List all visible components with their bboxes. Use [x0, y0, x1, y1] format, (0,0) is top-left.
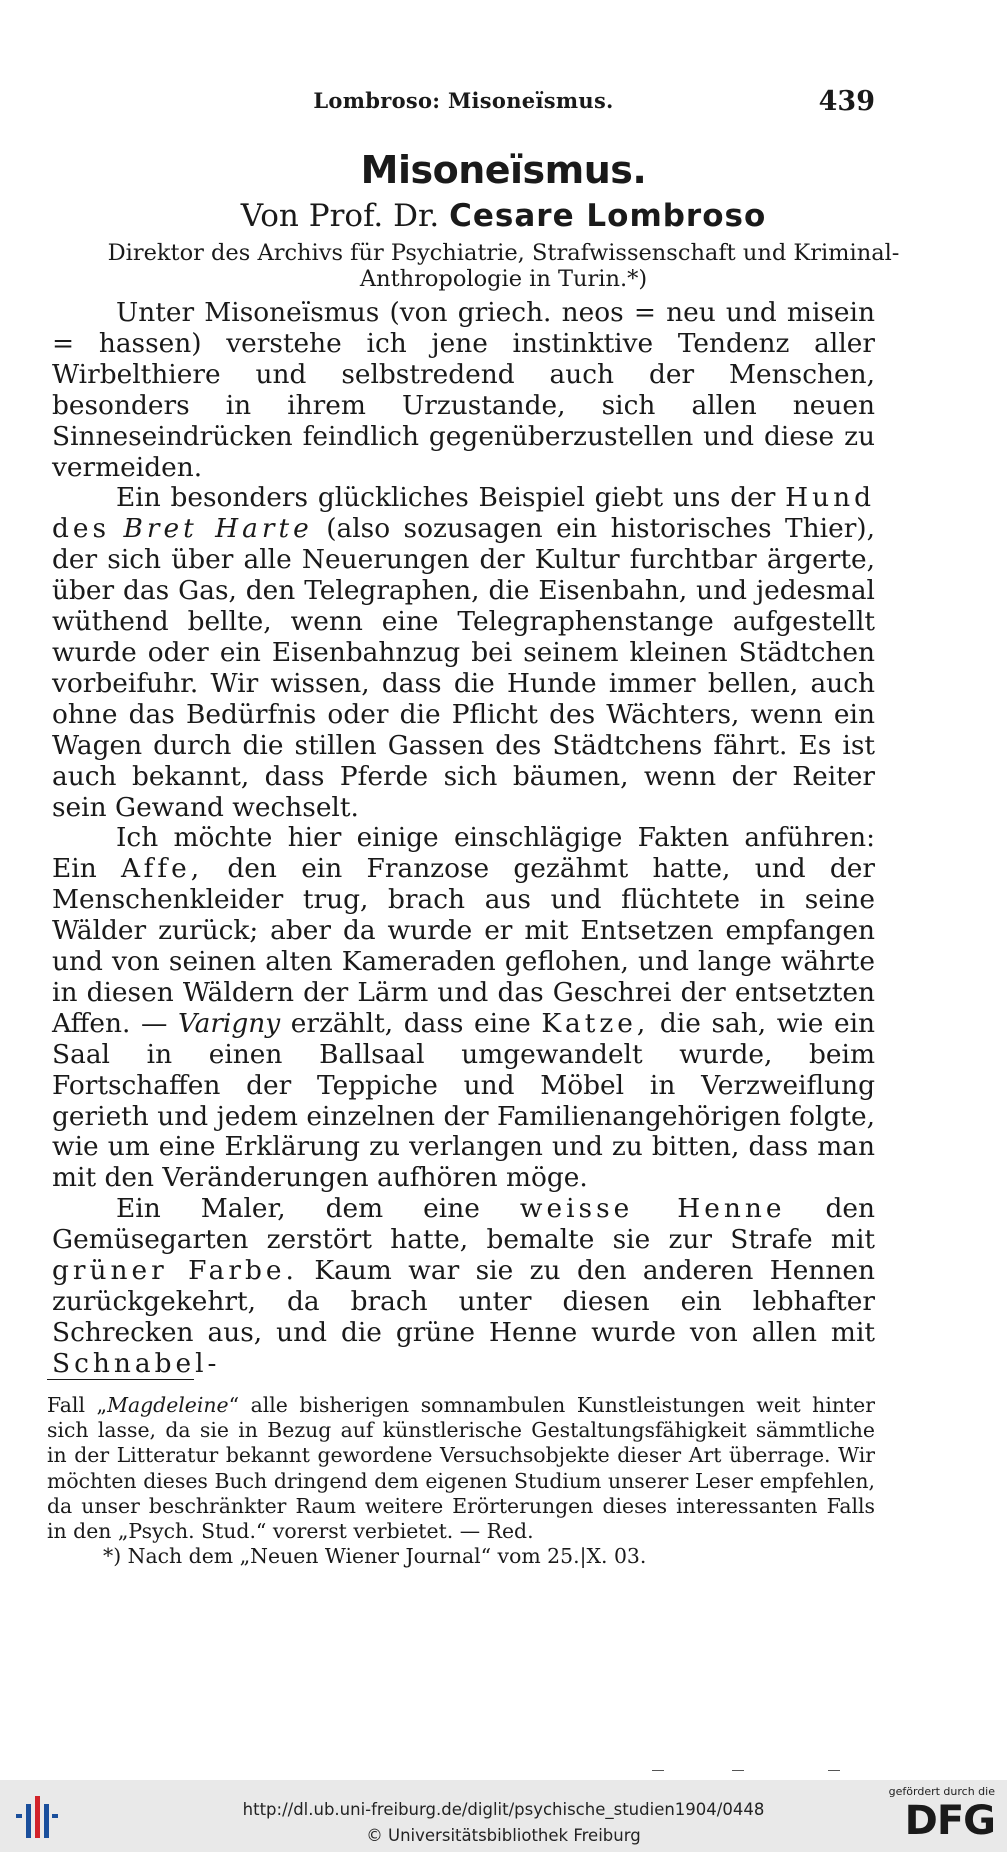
- spaced-emphasis-affe: Affe,: [120, 853, 204, 885]
- spaced-emphasis-katze: Katze,: [541, 1007, 650, 1039]
- paragraph-1: Unter Misoneïsmus (von griech. neos = neu und misein = hassen) verstehe ich jene instinktive Tendenz aller Wirbelthiere und selbstredend auch der Menschen, besonders in ihrem Urzustande, sich allen neuen Sinneseindrücken feindlich gegenüberzustellen und diese zu vermeiden.: [52, 297, 875, 483]
- copyright-notice: © Universitätsbibliothek Freiburg: [366, 1826, 641, 1845]
- italic-bret-harte: Bret Harte: [123, 513, 313, 545]
- paragraph-3-text-c: den ein Franzose gezähmt hatte, und der Menschenkleider trug, brach aus und flüchtete in seine Wälder zurück; aber da wurde er mit Entsetzen empfangen und von seinen alten Kameraden geflohen, und lange währte in diesen Wäldern der Lärm und das Geschrei der entsetzten Affen. —: [52, 853, 875, 1039]
- paragraph-3-text-g: die sah, wie ein Saal in einen Ballsaal umgewandelt wurde, beim Fortschaffen der Teppiche und Möbel in Verzweiflung gerieth und jedem einzelnen der Familienangehörigen folgte, wie um eine Erklärung zu verlangen und zu bitten, dass man mit den Veränderungen aufhören möge.: [52, 1007, 876, 1194]
- italic-varigny: Varigny: [177, 1007, 281, 1039]
- dfg-logo-icon[interactable]: [885, 1786, 995, 1848]
- spaced-emphasis-hund: Hund des: [52, 482, 875, 545]
- running-title: Lombroso: Misoneïsmus.: [313, 88, 614, 113]
- paragraph-4: [52, 1194, 875, 1379]
- footnote-divider: [47, 1379, 194, 1380]
- paragraph-4-text-c: den Gemüsegarten zerstört hatte, bemalte sie zur Strafe mit: [52, 1193, 876, 1256]
- article-title: Misoneïsmus.: [360, 148, 647, 192]
- footnotes: [47, 1393, 875, 1569]
- spaced-emphasis-weisse-henne: weisse Henne: [519, 1193, 786, 1225]
- page-number: 439: [818, 86, 875, 117]
- footnote-carryover-text-a: Fall „: [47, 1393, 108, 1417]
- paragraph-4-text-a: Ein Maler, dem eine: [116, 1193, 480, 1225]
- paragraph-3-text-e: erzählt, dass eine: [290, 1007, 531, 1039]
- footnote-carryover-text-c: “ alle bisherigen somnambulen Kunstleistungen weit hinter sich lasse, da sie in Bezug auf künstlerische Gestaltungsfähigkeit sämmtliche in der Litteratur bekannt gewordene Versuchsobjekte dieser Art überrage. Wir möchten dieses Buch dringend dem eigenen Studium unserer Leser empfehlen, da unser beschränkter Raum weitere Erörterungen dieses interessanten Falls in den „Psych. Stud.“ vorerst verbietet. — Red.: [47, 1393, 875, 1544]
- italic-magdeleine: Magdeleine: [107, 1393, 229, 1417]
- spaced-emphasis-schnabel: Schnabel-: [52, 1347, 221, 1379]
- byline: [0, 198, 1007, 234]
- scan-artifact-dashes: [652, 1770, 852, 1774]
- dfg-wordmark: DFG: [904, 1798, 995, 1844]
- byline-prefix: Von Prof. Dr.: [240, 198, 440, 234]
- paragraph-4-text-e: Kaum war sie zu den anderen Hennen zurückgekehrt, da brach unter diesen ein lebhafter Schrecken aus, und die grüne Henne wurde von allen mit: [52, 1255, 876, 1348]
- article-body: [52, 298, 875, 1380]
- paragraph-2: [52, 483, 875, 823]
- author-affiliation: Direktor des Archivs für Psychiatrie, Strafwissenschaft und Kriminal-Anthropologie in Turin.*): [107, 240, 900, 292]
- spaced-emphasis-gruener-farbe: grüner Farbe.: [52, 1255, 298, 1287]
- paragraph-3-text-a: Ich möchte hier einige einschlägige Fakten anführen: Ein: [52, 822, 875, 885]
- author-name: Cesare Lombroso: [449, 198, 767, 234]
- dfg-sponsor-label: gefördert durch die: [888, 1785, 995, 1798]
- permalink-url[interactable]: http://dl.ub.uni-freiburg.de/diglit/psychische_studien1904/0448: [242, 1800, 765, 1819]
- running-head: [52, 88, 875, 122]
- paragraph-2-text-a: Ein besonders glückliches Beispiel giebt uns der: [116, 482, 776, 514]
- viewer-footer: [0, 1780, 1007, 1852]
- paragraph-2-text-d: (also sozusagen ein historisches Thier), der sich über alle Neuerungen der Kultur furchtbar ärgerte, über das Gas, den Telegraphen, die Eisenbahn, und jedesmal wüthend bellte, wenn eine Telegraphenstange aufgestellt wurde oder ein Eisenbahnzug bei seinem kleinen Städtchen vorbeifuhr. Wir wissen, dass die Hunde immer bellen, auch ohne das Bedürfnis oder die Pflicht des Wächters, wenn ein Wagen durch die stillen Gassen des Städtchens fährt. Es ist auch bekannt, dass Pferde sich bäumen, wenn der Reiter sein Gewand wechselt.: [52, 513, 875, 823]
- paragraph-3: [52, 823, 875, 1194]
- footnote-carryover: [47, 1393, 875, 1544]
- footnote-star: *) Nach dem „Neuen Wiener Journal“ vom 25.|X. 03.: [103, 1544, 647, 1569]
